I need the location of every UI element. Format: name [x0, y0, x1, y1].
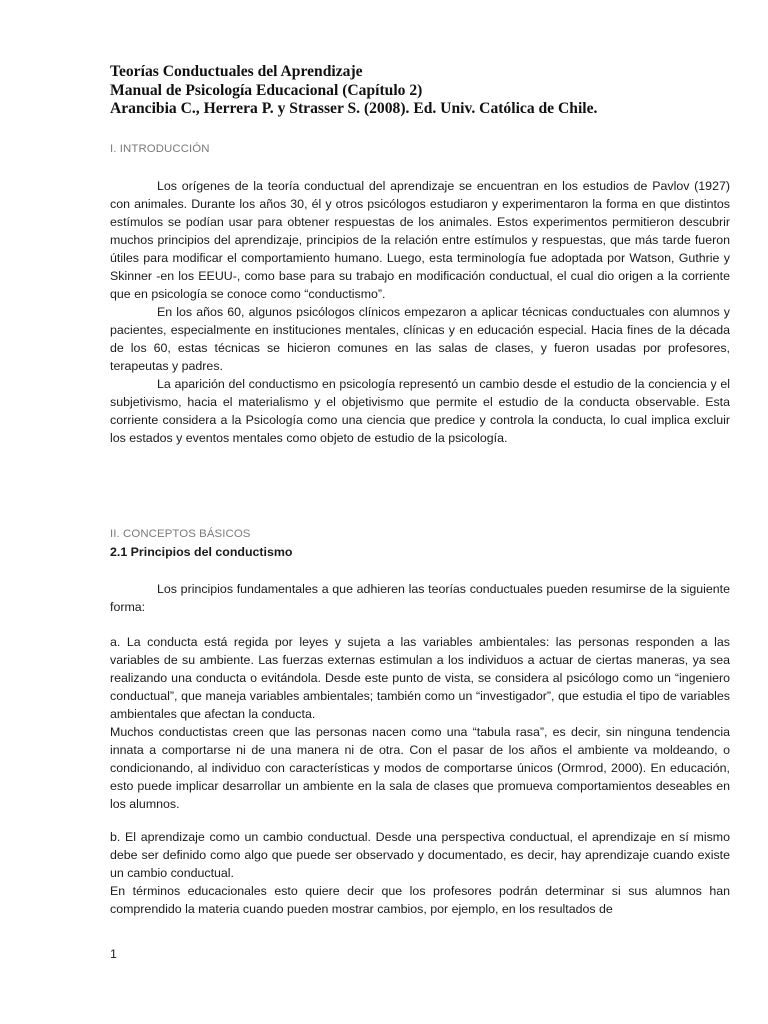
principle-b: [110, 828, 730, 918]
paragraph: b. El aprendizaje como un cambio conductual. Desde una perspectiva conductual, el aprendizaje en sí mismo debe ser definido como algo que puede ser observado y documentado, es decir, hay aprendizaje cuando existe un cambio conductual.: [110, 830, 730, 880]
page-number: 1: [110, 947, 117, 961]
concepts-intro: [110, 580, 730, 616]
document-citation: Arancibia C., Herrera P. y Strasser S. (2008). Ed. Univ. Católica de Chile.: [110, 100, 598, 117]
paragraph: La aparición del conductismo en psicología representó un cambio desde el estudio de la conciencia y el subjetivismo, hacia el materialismo y el objetivismo que permite el estudio de la conducta observable. Esta corriente considera a la Psicología como una ciencia que predice y controla la conducta, lo cual implica excluir los estados y eventos mentales como objeto de estudio de la psicología.: [110, 377, 730, 445]
principle-a: [110, 633, 730, 813]
paragraph: En términos educacionales esto quiere decir que los profesores podrán determinar si sus alumnos han comprendido la materia cuando pueden mostrar cambios, por ejemplo, en los resultados de: [110, 884, 730, 916]
paragraph: a. La conducta está regida por leyes y sujeta a las variables ambientales: las personas responden a las variables de su ambiente. Las fuerzas externas estimulan a los individuos a actuar de ciertas maneras, ya sea realizando una conducta o evitándola. Desde este punto de vista, se considera al psicólogo como un “ingeniero conductual”, que maneja variables ambientales; también como un “investigador”, que estudia el tipo de variables ambientales que afectan la conducta.: [110, 635, 730, 721]
paragraph: En los años 60, algunos psicólogos clínicos empezaron a aplicar técnicas conductuales con alumnos y pacientes, especialmente en instituciones mentales, clínicas y en educación especial. Hacia fines de la década de los 60, estas técnicas se hicieron comunes en las salas de clases, y fueron usadas por profesores, terapeutas y padres.: [110, 305, 730, 373]
paragraph: Los principios fundamentales a que adhieren las teorías conductuales pueden resumirse de la siguiente forma:: [110, 582, 730, 614]
paragraph: Muchos conductistas creen que las personas nacen como una “tabula rasa”, es decir, sin ninguna tendencia innata a comportarse ni de una manera ni de otra. Con el pasar de los años el ambiente va moldeando, o condicionando, al individuo con características y modos de comportarse únicos (Ormrod, 2000). En educación, esto puede implicar desarrollar un ambiente en la sala de clases que promueva comportamientos deseables en los alumnos.: [110, 725, 730, 811]
subsection-heading: 2.1 Principios del conductismo: [110, 545, 293, 559]
document-title-block: [110, 63, 730, 119]
section-heading-basic-concepts: II. CONCEPTOS BÁSICOS: [110, 528, 251, 540]
document-subtitle: Manual de Psicología Educacional (Capítulo 2): [110, 81, 423, 99]
section-heading-introduction: I. INTRODUCCIÓN: [110, 143, 210, 155]
document-title: Teorías Conductuales del Aprendizaje: [110, 63, 363, 80]
paragraph: Los orígenes de la teoría conductual del aprendizaje se encuentran en los estudios de Pavlov (1927) con animales. Durante los años 30, él y otros psicólogos estudiaron y experimentaron la forma en que distintos estímulos se podían usar para obtener respuestas de los animales. Estos experimentos permitieron descubrir muchos principios del aprendizaje, principios de la relación entre estímulos y respuestas, que más tarde fueron útiles para modificar el comportamiento humano. Luego, esta terminología fue adoptada por Watson, Guthrie y Skinner -en los EEUU-, como base para su trabajo en modificación conductual, el cual dio origen a la corriente que en psicología se conoce como “conductismo”.: [110, 179, 730, 301]
introduction-body: [110, 177, 730, 447]
